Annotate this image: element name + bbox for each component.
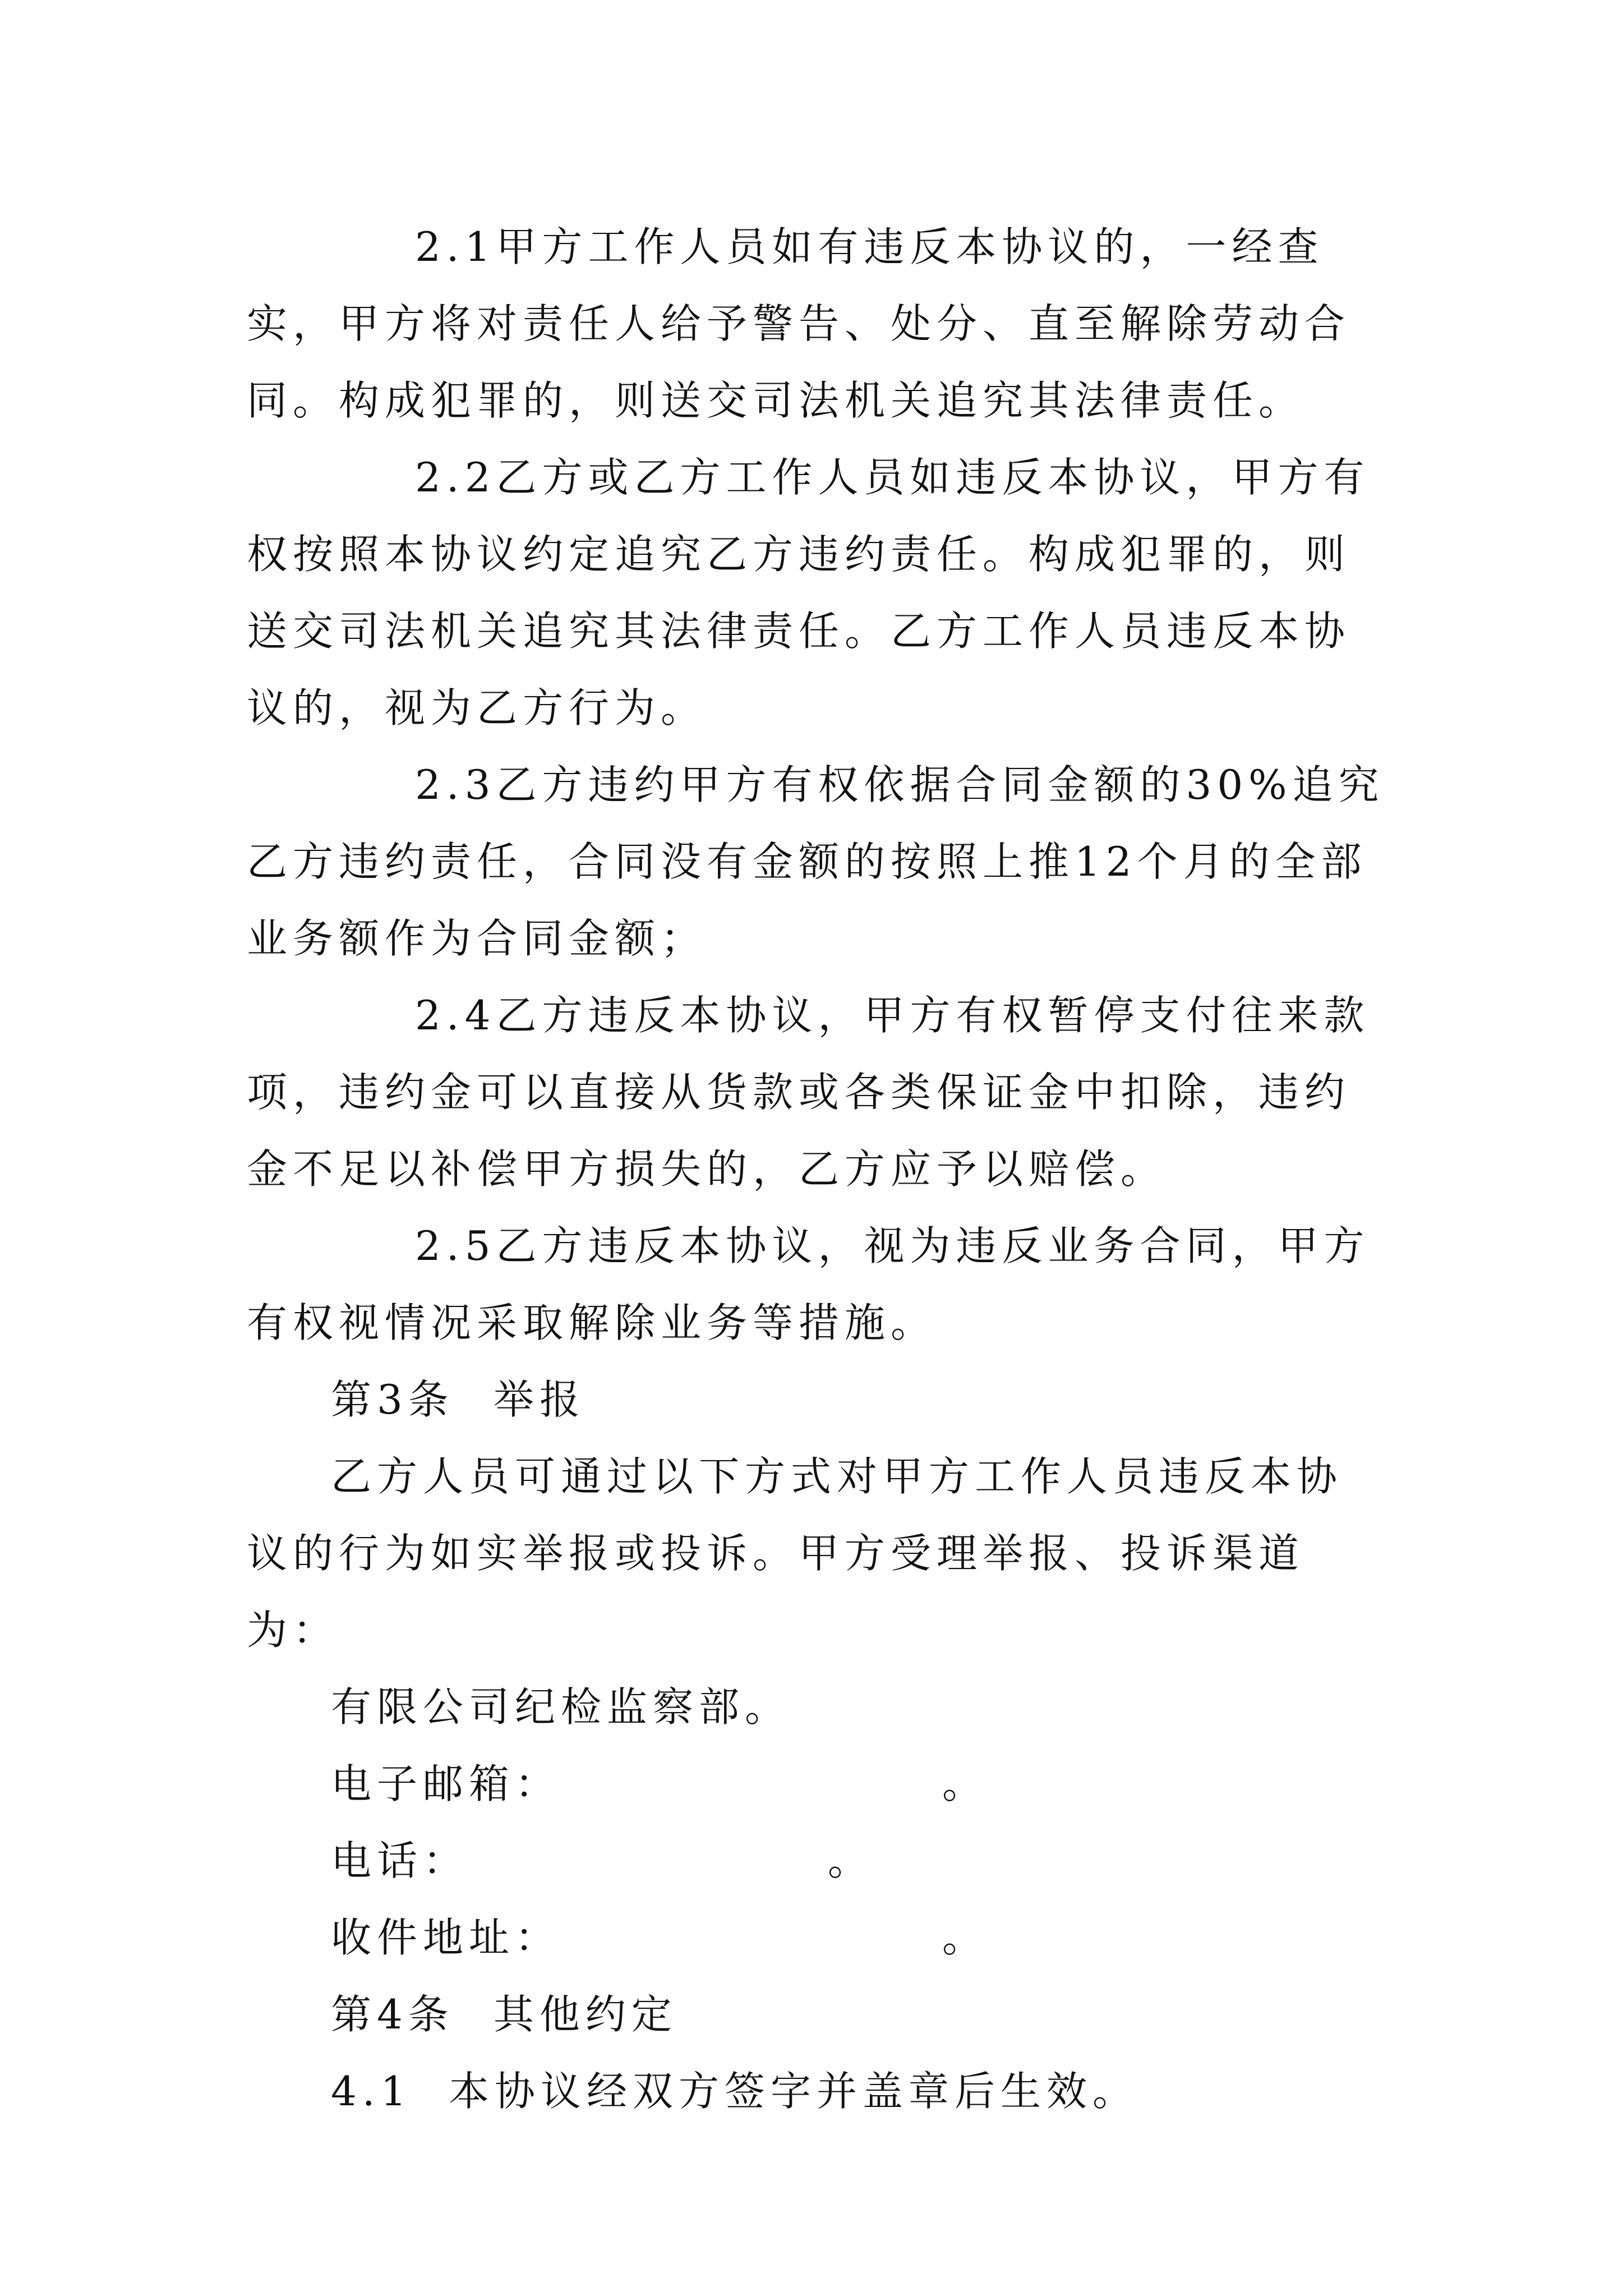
phone-end-mark: 。 xyxy=(828,1837,874,1884)
clause-number: 4.1 xyxy=(331,2068,412,2115)
department-text: 有限公司纪检监察部。 xyxy=(331,1683,791,1731)
clause-2-1 xyxy=(247,209,1385,439)
article-4-heading xyxy=(247,1976,1385,2053)
article-title: 举报 xyxy=(493,1376,585,1423)
article-label: 第3条 xyxy=(331,1376,454,1423)
clause-2-5 xyxy=(247,1208,1385,1361)
phone-label: 电话： xyxy=(331,1837,469,1884)
clause-text: 乙方违反本协议，甲方有权暂停支付往来款项，违约金可以直接从货款或各类保证金中扣除，违约金不足以补偿甲方损失的，乙方应予以赔偿。 xyxy=(247,992,1370,1193)
article-title: 其他约定 xyxy=(493,1991,677,2038)
clause-text: 乙方违反本协议，视为违反业务合同，甲方有权视情况采取解除业务等措施。 xyxy=(247,1222,1370,1346)
address-label: 收件地址： xyxy=(331,1914,561,1961)
report-channel-paragraph xyxy=(247,1438,1385,1669)
clause-text: 乙方违约甲方有权依据合同金额的30%追究乙方违约责任，合同没有金额的按照上推12个月的全部业务额作为合同金额； xyxy=(247,761,1385,962)
email-line xyxy=(247,1746,1385,1823)
phone-line xyxy=(247,1823,1385,1899)
clause-number: 2.5 xyxy=(415,1222,496,1269)
clause-2-4 xyxy=(247,977,1385,1208)
document-body xyxy=(247,209,1385,2130)
address-end-mark: 。 xyxy=(942,1914,989,1961)
email-label: 电子邮箱： xyxy=(331,1760,561,1807)
address-line xyxy=(247,1899,1385,1976)
email-end-mark: 。 xyxy=(942,1760,989,1807)
clause-4-1 xyxy=(247,2053,1385,2130)
clause-number: 2.3 xyxy=(415,761,496,808)
clause-number: 2.2 xyxy=(415,454,496,501)
department-line xyxy=(247,1669,1385,1746)
clause-number: 2.4 xyxy=(415,992,496,1039)
clause-2-2 xyxy=(247,439,1385,747)
clause-text: 本协议经双方签字并盖章后生效。 xyxy=(449,2068,1139,2115)
clause-number: 2.1 xyxy=(415,223,496,270)
article-3-heading xyxy=(247,1361,1385,1438)
clause-2-3 xyxy=(247,747,1385,977)
clause-text: 甲方工作人员如有违反本协议的，一经查实，甲方将对责任人给予警告、处分、直至解除劳动合同。构成犯罪的，则送交司法机关追究其法律责任。 xyxy=(247,223,1351,424)
article-label: 第4条 xyxy=(331,1991,454,2038)
report-channel-text: 乙方人员可通过以下方式对甲方工作人员违反本协议的行为如实举报或投诉。甲方受理举报、投诉渠道为： xyxy=(247,1453,1343,1654)
clause-text: 乙方或乙方工作人员如违反本协议，甲方有权按照本协议约定追究乙方违约责任。构成犯罪的，则送交司法机关追究其法律责任。乙方工作人员违反本协议的，视为乙方行为。 xyxy=(247,454,1370,731)
